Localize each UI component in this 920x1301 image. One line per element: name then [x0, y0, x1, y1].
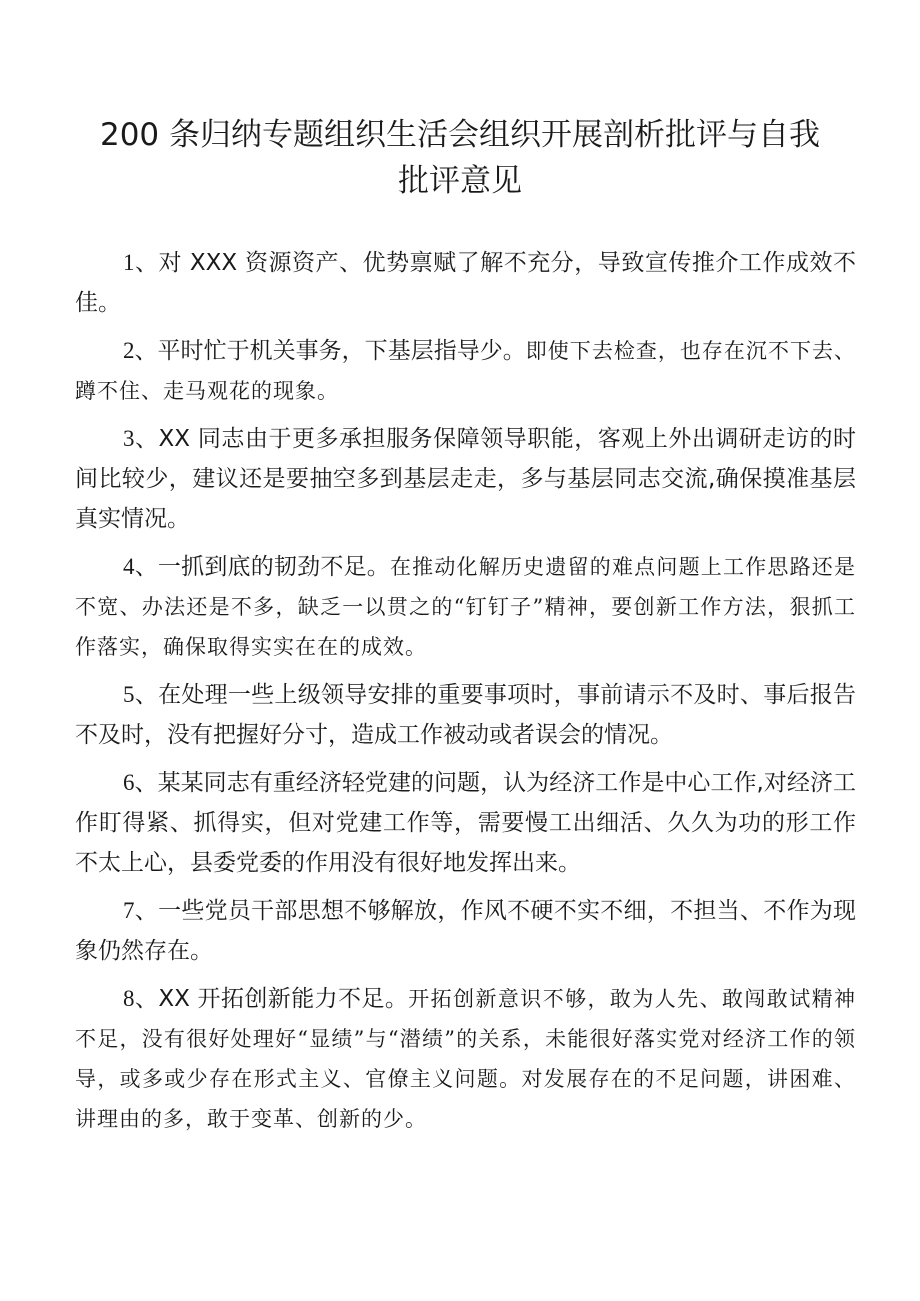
list-item — [75, 547, 856, 667]
list-item — [75, 979, 856, 1139]
item-lead-text: 一些党员干部思想不够解放，作风不硬不实不细，不担当、不作为现象仍然存在。 — [75, 898, 857, 964]
item-lead-text: 在处理一些上级领导安排的重要事项时，事前请示不及时、事后报告不及时，没有把握好分寸，造成工作被动或者误会的情况。 — [75, 682, 857, 748]
item-number: 3、 — [123, 426, 159, 451]
list-item — [75, 419, 856, 539]
document-body — [75, 243, 856, 1147]
item-lead-text: XX 同志由于更多承担服务保障领导职能，客观上外出调研走访的时间比较少，建议还是要抽空多到基层走走，多与基层同志交流,确保摸准基层真实情况。 — [75, 426, 856, 532]
item-lead-text: 对 XXX 资源资产、优势禀赋了解不充分，导致宣传推介工作成效不佳。 — [75, 250, 856, 316]
list-item — [75, 675, 856, 755]
list-item — [75, 763, 856, 883]
item-lead-text: XX 开拓创新能力不足。 — [158, 986, 409, 1012]
list-item — [75, 891, 856, 971]
list-item — [75, 243, 856, 323]
item-rest-text: 在推动化解历史遗留的难点问题上工作思路还是不宽、办法还是不多，缺乏一以贯之的“钉钉子”精神，要创新工作方法，狠抓工作落实，确保取得实实在在的成效。 — [75, 555, 856, 659]
title-line-1: 200 条归纳专题组织生活会组织开展剖析批评与自我 — [99, 117, 821, 153]
item-number: 8、 — [123, 986, 159, 1011]
item-number: 7、 — [123, 898, 159, 923]
item-number: 6、 — [123, 770, 158, 795]
list-item — [75, 331, 856, 411]
item-number: 2、 — [123, 338, 158, 363]
item-rest-text: 即使下去检查，也存在沉不下去、蹲不住、走马观花的现象。 — [75, 339, 856, 403]
item-number: 4、 — [123, 554, 158, 579]
item-lead-text: 平时忙于机关事务，下基层指导少。 — [157, 338, 526, 364]
item-number: 1、 — [123, 250, 159, 275]
item-lead-text: 某某同志有重经济轻党建的问题，认为经济工作是中心工作,对经济工作盯得紧、抓得实，但对党建工作等，需要慢工出细活、久久为功的形工作不太上心，县委党委的作用没有很好地发挥出来。 — [75, 770, 857, 876]
item-lead-text: 一抓到底的韧劲不足。 — [157, 554, 390, 580]
document-title — [60, 112, 860, 204]
item-rest-text: 开拓创新意识不够，敢为人先、敢闯敢试精神不足，没有很好处理好“显绩”与“潜绩”的关系，未能很好落实党对经济工作的领导，或多或少存在形式主义、官僚主义问题。对发展存在的不足问题，讲困难、讲理由的多，敢于变革、创新的少。 — [75, 987, 857, 1131]
item-number: 5、 — [123, 682, 159, 707]
title-line-2: 批评意见 — [398, 163, 522, 199]
